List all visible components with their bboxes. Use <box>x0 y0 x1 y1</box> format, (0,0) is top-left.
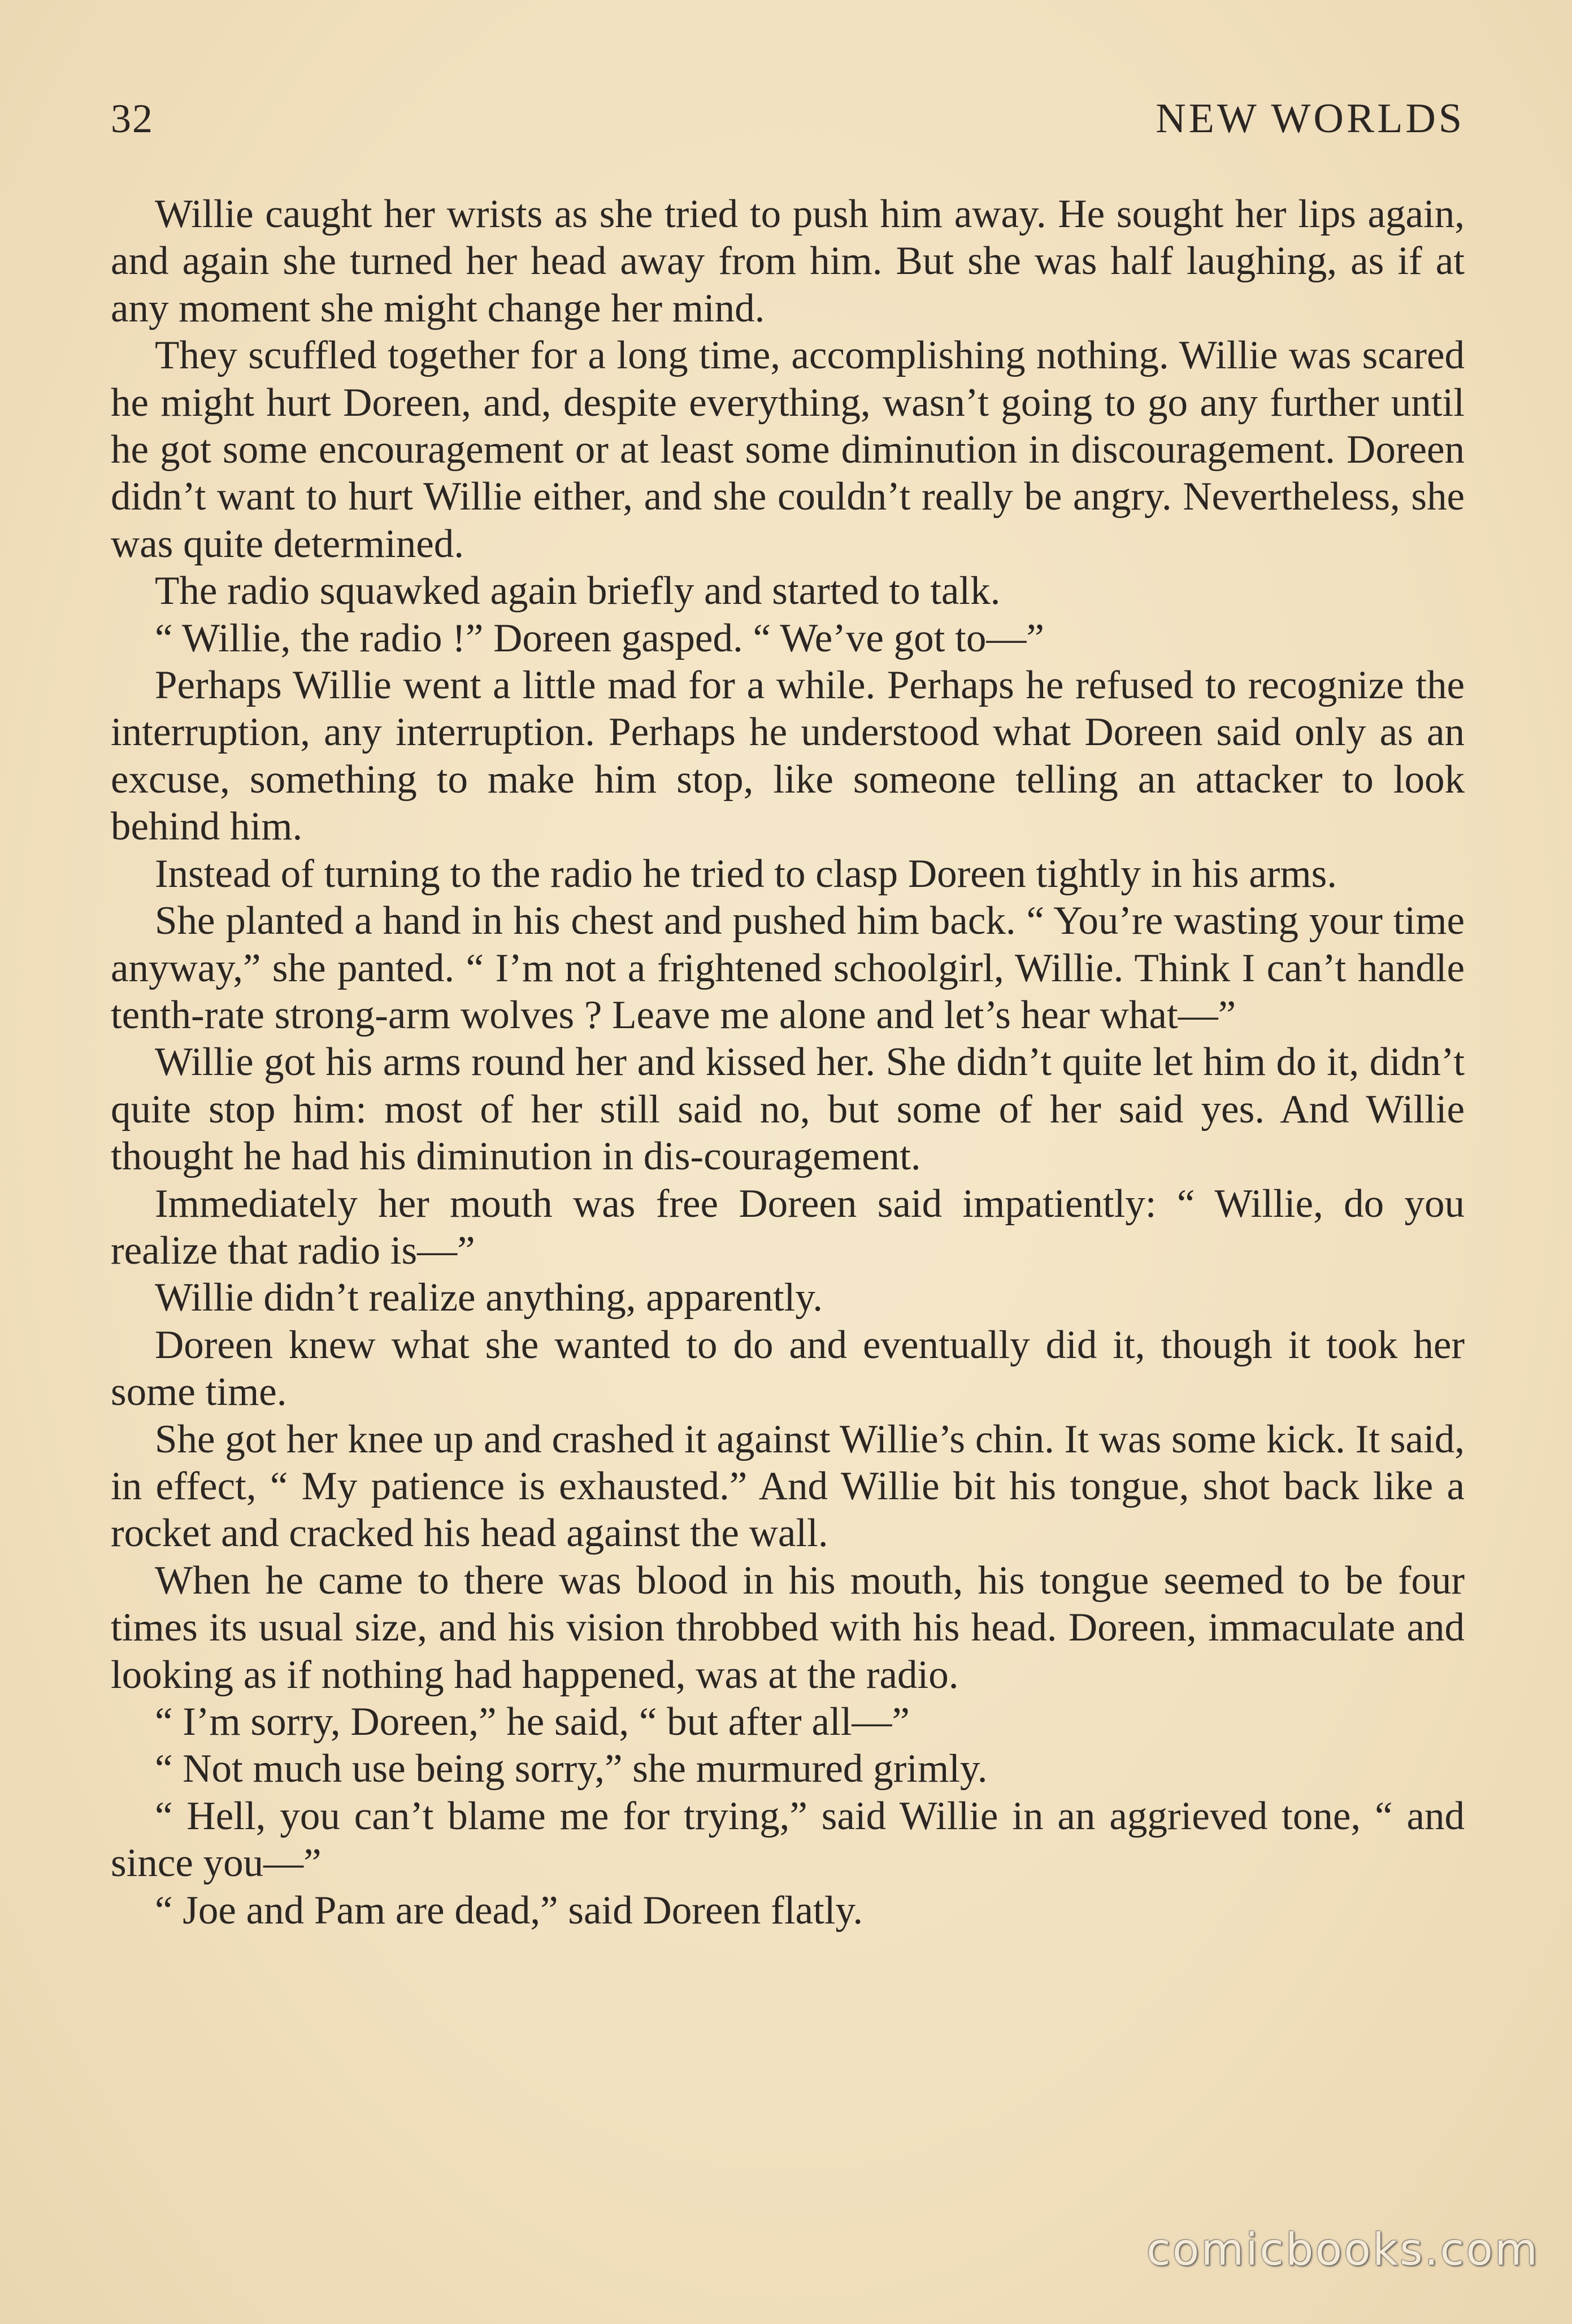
paragraph: Immediately her mouth was free Doreen said impatiently: “ Willie, do you realize that radio is—” <box>111 1181 1465 1273</box>
paragraph: Instead of turning to the radio he tried to clasp Doreen tightly in his arms. <box>155 851 1337 896</box>
page-number: 32 <box>111 96 154 141</box>
site-watermark: comicbooks.com <box>1146 2225 1539 2275</box>
paragraph: “ Hell, you can’t blame me for trying,” said Willie in an aggrieved tone, “ and since you—” <box>111 1794 1465 1886</box>
paragraph: They scuffled together for a long time, accomplishing nothing. Willie was scared he might hurt Doreen, and, despite everything, wasn’t going to go any further until he got some encouragement or at least some diminution in discouragement. Doreen didn’t want to hurt Willie either, and she couldn’t really be angry. Nevertheless, she was quite determined. <box>111 333 1465 566</box>
paragraph: Willie caught her wrists as she tried to push him away. He sought her lips again, and again she turned her head away from him. But she was half laughing, as if at any moment she might change her mind. <box>111 192 1465 330</box>
paragraph: Willie got his arms round her and kissed her. She didn’t quite let him do it, didn’t quite stop him: most of her still said no, but some of her said yes. And Willie thought he had his diminution in dis-couragement. <box>111 1040 1465 1179</box>
paragraph: The radio squawked again briefly and started to talk. <box>155 569 1001 613</box>
paragraph: Perhaps Willie went a little mad for a while. Perhaps he refused to recognize the interruption, any interruption. Perhaps he understood what Doreen said only as an excuse, something to make him stop, like someone telling an attacker to look behind him. <box>111 663 1465 849</box>
paragraph: “ I’m sorry, Doreen,” he said, “ but after all—” <box>155 1700 910 1744</box>
paragraph: Willie didn’t realize anything, apparently. <box>155 1276 823 1320</box>
paragraph: She planted a hand in his chest and pushed him back. “ You’re wasting your time anyway,” she panted. “ I’m not a frightened schoolgirl, Willie. Think I can’t handle tenth-rate strong-arm wolves ? Leave me alone and let’s hear what—” <box>111 899 1465 1037</box>
body-text <box>111 191 1465 1934</box>
paragraph: When he came to there was blood in his mouth, his tongue seemed to be four times its usual size, and his vision throbbed with his head. Doreen, immaculate and looking as if nothing had happened, was at the radio. <box>111 1558 1465 1697</box>
running-head: NEW WORLDS <box>1156 95 1465 142</box>
page-header <box>111 95 1465 151</box>
paragraph: She got her knee up and crashed it against Willie’s chin. It was some kick. It said, in effect, “ My patience is exhausted.” And Willie bit his tongue, shot back like a rocket and cracked his head against the wall. <box>111 1417 1465 1556</box>
paragraph: “ Not much use being sorry,” she murmured grimly. <box>155 1747 988 1791</box>
paragraph: Doreen knew what she wanted to do and eventually did it, though it took her some time. <box>111 1322 1465 1415</box>
paragraph: “ Joe and Pam are dead,” said Doreen flatly. <box>155 1888 863 1933</box>
paragraph: “ Willie, the radio !” Doreen gasped. “ We’ve got to—” <box>155 616 1044 660</box>
